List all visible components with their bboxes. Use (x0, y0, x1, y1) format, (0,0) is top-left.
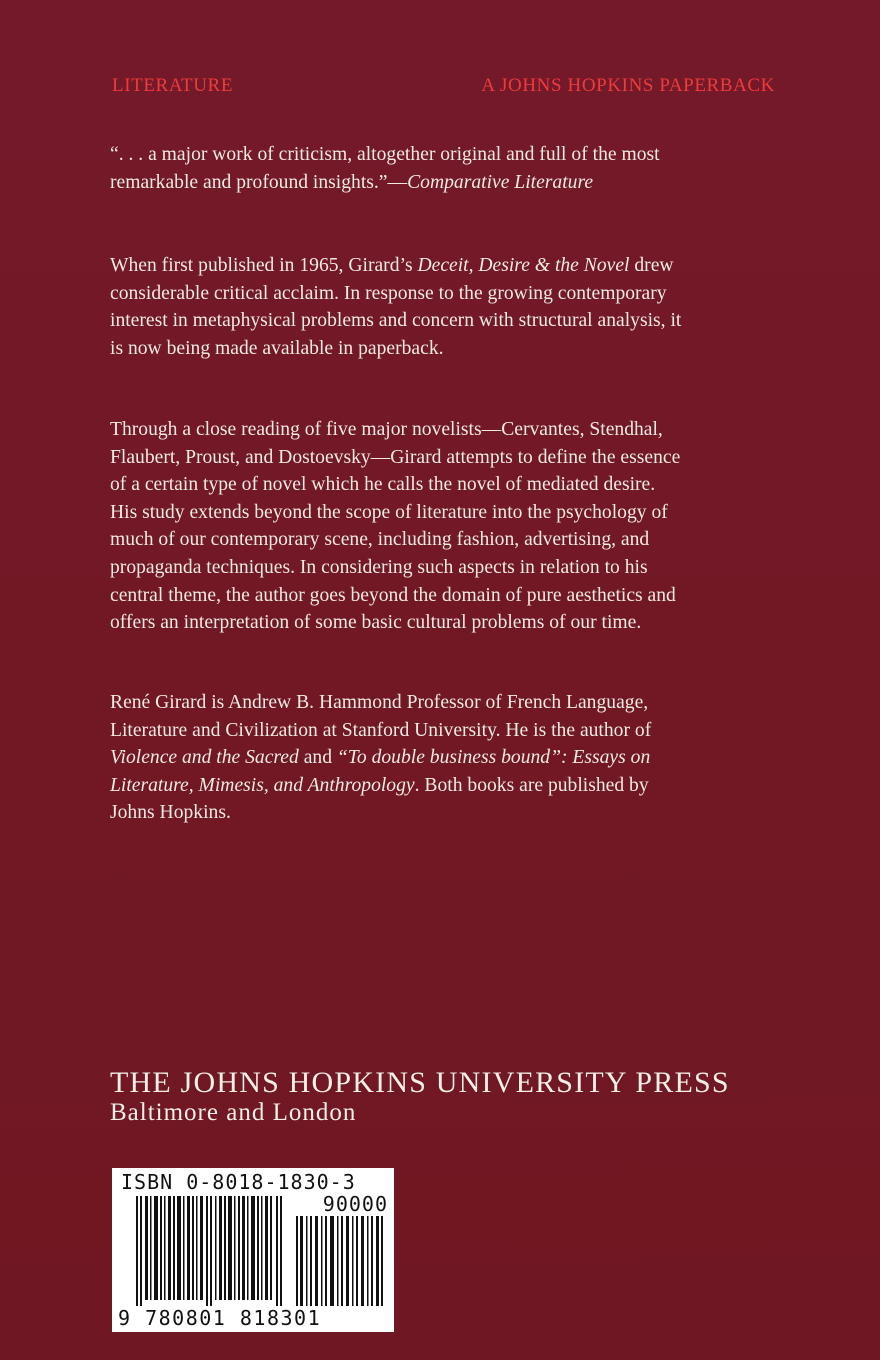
bio-text: . Both books are published by (414, 774, 649, 796)
intro-line-3: interest in metaphysical problems and concern with structural analysis, it (110, 310, 682, 332)
quote-line-2 (110, 169, 780, 197)
description-line: much of our contemporary scene, including fashion, advertising, and (110, 529, 650, 551)
isbn-label: ISBN 0-8018-1830-3 (121, 1170, 356, 1194)
intro-line-4: is now being made available in paperback. (110, 337, 444, 359)
category-label: LITERATURE (112, 75, 234, 96)
ean-number: 9 780801 818301 (118, 1306, 322, 1330)
description-line: offers an interpretation of some basic cultural problems of our time. (110, 612, 642, 634)
price-code: 90000 (322, 1192, 388, 1216)
description-line: Flaubert, Proust, and Dostoevsky—Girard attempts to define the essence (110, 446, 681, 468)
other-title-2: “To double business bound”: Essays on (336, 747, 651, 769)
quote-line-1: “. . . a major work of criticism, altogether original and full of the most (110, 144, 660, 165)
other-title-2-cont: Literature, Mimesis, and Anthropology (110, 774, 415, 796)
barcode-bars-icon (136, 1196, 284, 1306)
description-line: Through a close reading of five major novelists—Cervantes, Stendhal, (110, 419, 663, 440)
bio-line-1: René Girard is Andrew B. Hammond Professor of French Language, (110, 692, 649, 713)
bio-text: and (298, 747, 337, 769)
intro-line-1 (110, 252, 780, 280)
price-barcode-bars-icon (296, 1216, 384, 1306)
publisher-city: Baltimore and London (110, 1099, 357, 1126)
isbn-barcode (112, 1168, 394, 1332)
quote-text: remarkable and profound insights.”— (110, 171, 408, 193)
series-label: A JOHNS HOPKINS PAPERBACK (481, 75, 775, 96)
other-title-1: Violence and the Sacred (110, 747, 299, 769)
bio-line-2: Literature and Civilization at Stanford University. He is the author of (110, 719, 652, 741)
intro-paragraph (110, 252, 780, 362)
publisher-name: THE JOHNS HOPKINS UNIVERSITY PRESS (110, 1066, 730, 1099)
intro-line-2: considerable critical acclaim. In response to the growing contemporary (110, 282, 667, 304)
description-line: central theme, the author goes beyond the domain of pure aesthetics and (110, 584, 676, 606)
book-title: Deceit, Desire & the Novel (417, 255, 630, 276)
description-line: His study extends beyond the scope of literature into the psychology of (110, 501, 668, 523)
intro-text: drew (629, 255, 674, 276)
description-paragraph (110, 416, 780, 637)
bio-line-5: Johns Hopkins. (110, 802, 231, 824)
author-bio (110, 689, 780, 827)
bio-line-4 (110, 772, 780, 800)
description-line: propaganda techniques. In considering such aspects in relation to his (110, 556, 648, 578)
description-line: of a certain type of novel which he calls the novel of mediated desire. (110, 474, 656, 496)
intro-text: When first published in 1965, Girard’s (110, 255, 418, 276)
quote-source: Comparative Literature (407, 171, 594, 193)
bio-line-3 (110, 744, 780, 772)
review-quote (110, 141, 780, 196)
